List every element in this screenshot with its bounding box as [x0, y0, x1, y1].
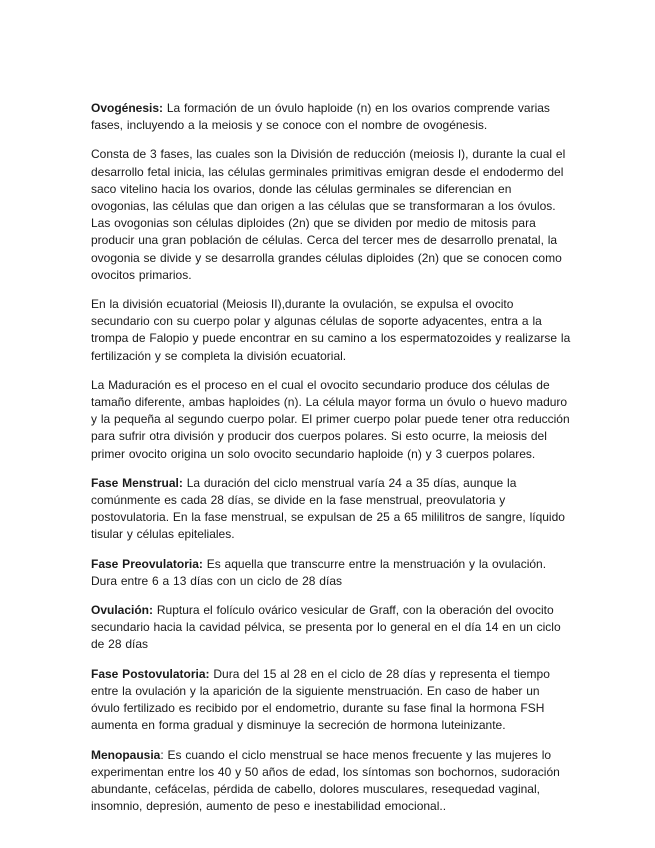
paragraph-text: En la división ecuatorial (Meiosis II),durante la ovulación, se expulsa el ovocito secundario con su cuerpo polar y algunas células de soporte adyacentes, entra a la trompa de Falopio y puede encontrar en su camino a los espermatozoides y realizarse la fertilización y se completa la división ecuatorial. [91, 297, 571, 363]
paragraph-text: La Maduración es el proceso en el cual el ovocito secundario produce dos células de tamaño diferente, ambas haploides (n). La célula mayor forma un óvulo o huevo maduro y la pequeña al segundo cuerpo polar. El primer cuerpo polar puede tener otra reducción para sufrir otra división y producir dos cuerpos polares. Si esto ocurre, la meiosis del primer ovocito origina un solo ovocito secundario haploide (n) y 3 cuerpos polares. [91, 377, 570, 461]
paragraph-text: Es aquella que transcurre entre la menstruación y la ovulación. Dura entre 6 a 13 días con un ciclo de 28 días [91, 556, 547, 588]
document-body [91, 100, 571, 827]
term-fase-postovulatoria: Fase Postovulatoria: [91, 666, 210, 681]
term-fase-menstrual: Fase Menstrual: [91, 475, 183, 490]
paragraph-text: Dura del 15 al 28 en el ciclo de 28 días y representa el tiempo entre la ovulación y la aparición de la siguiente menstruación. En caso de haber un óvulo fertilizado es recibido por el endometrio, durante su fase final la hormona FSH aumenta en forma gradual y disminuye la secreción de hormona luteinizante. [91, 666, 550, 733]
paragraph-maduracion [91, 377, 571, 463]
paragraph-fase-postovulatoria [91, 666, 571, 735]
paragraph-text: Consta de 3 fases, las cuales son la División de reducción (meiosis I), durante la cual el desarrollo fetal inicia, las células germinales primitivas emigran desde el endodermo del saco vitelino hacia los ovarios, donde las células germinales se diferencian en ovogonias, las células que dan origen a las células que se transformaran a los óvulos. Las ovogonias son células diploides (2n) que se dividen por medio de mitosis para producir una gran población de células. Cerca del tercer mes de desarrollo prenatal, la ovogonia se divide y se desarrolla grandes células diploides (2n) que se conocen como ovocitos primarios. [91, 147, 566, 282]
paragraph-fase-menstrual [91, 475, 571, 544]
term-ovogenesis: Ovogénesis: [91, 101, 164, 115]
term-menopausia: Menopausia [91, 747, 161, 762]
paragraph-menopausia [91, 747, 571, 816]
paragraph-text: La duración del ciclo menstrual varía 24 a 35 días, aunque la comúnmente es cada 28 días, se divide en la fase menstrual, preovulatoria y postovulatoria. En la fase menstrual, se expulsan de 25 a 65 mililitros de sangre, líquido tisular y células epiteliales. [91, 475, 565, 542]
paragraph-text: Ruptura el folículo ovárico vesicular de Graff, con la oberación del ovocito secundario hacia la cavidad pélvica, se presenta por lo general en el día 14 en un ciclo de 28 días [91, 603, 561, 652]
term-ovulacion: Ovulación: [91, 603, 154, 618]
paragraph-fase-preovulatoria [91, 556, 571, 590]
paragraph-ovulacion [91, 602, 571, 654]
paragraph-fases-meiosis [91, 146, 571, 284]
paragraph-ovogenesis [91, 100, 571, 134]
term-fase-preovulatoria: Fase Preovulatoria: [91, 556, 203, 571]
paragraph-text: : Es cuando el ciclo menstrual se hace menos frecuente y las mujeres lo experimentan entre los 40 y 50 años de edad, los síntomas son bochornos, sudoración abundante, cefáceIas, pérdida de cabello, dolores musculares, resequedad vaginal, insomnio, depresión, aumento de peso e inestabilidad emocional.. [91, 747, 560, 814]
paragraph-division-ecuatorial [91, 296, 571, 365]
paragraph-text: La formación de un óvulo haploide (n) en los ovarios comprende varias fases, incluyendo a la meiosis y se conoce con el nombre de ovogénesis. [91, 101, 550, 133]
